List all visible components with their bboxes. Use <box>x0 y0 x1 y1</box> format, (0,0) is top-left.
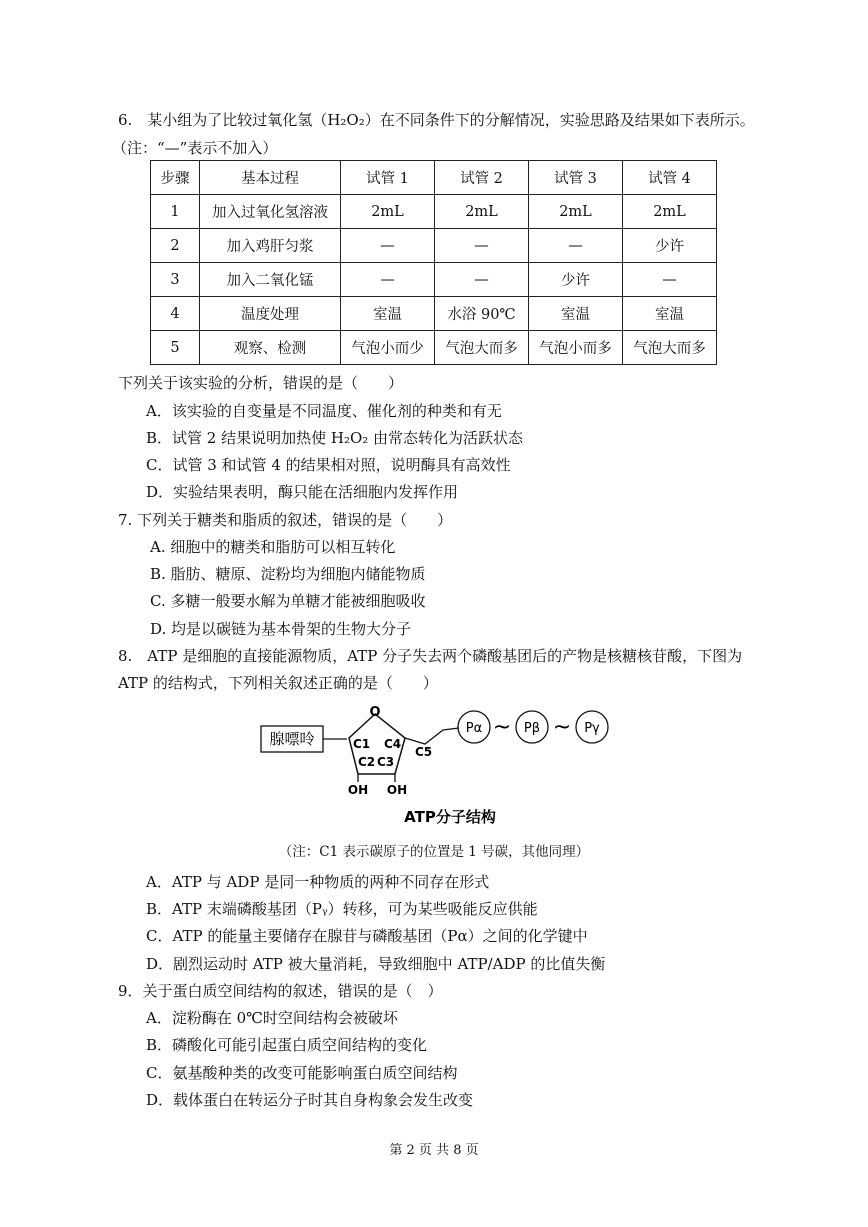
q6-option-a: A．该实验的自变量是不同温度、催化剂的种类和有无 <box>146 402 502 420</box>
q7-option-c: C. 多糖一般要水解为单糖才能被细胞吸收 <box>150 592 426 610</box>
table-cell: 观察、检测 <box>200 331 341 365</box>
q6-stem: 6. 某小组为了比较过氧化氢（H₂O₂）在不同条件下的分解情况，实验思路及结果如下表所示。 <box>118 111 755 129</box>
table-cell: 气泡小而多 <box>529 331 623 365</box>
page-footer: 第 2 页 共 8 页 <box>389 1143 479 1158</box>
table-cell: 加入过氧化氢溶液 <box>200 195 341 229</box>
q7-option-a: A. 细胞中的糖类和脂肪可以相互转化 <box>150 538 396 556</box>
q6-note: （注：“—”表示不加入） <box>112 139 278 157</box>
table-row <box>151 297 717 331</box>
table-cell: 2 <box>151 229 200 263</box>
q8-option-a: A．ATP 与 ADP 是同一种物质的两种不同存在形式 <box>146 873 490 891</box>
table-header: 步骤 <box>151 161 200 195</box>
table-header: 试管 3 <box>529 161 623 195</box>
table-cell: 2mL <box>435 195 529 229</box>
p-beta-label: Pβ <box>523 721 541 736</box>
table-cell: — <box>435 263 529 297</box>
table-header: 试管 4 <box>623 161 717 195</box>
experiment-table <box>150 160 717 365</box>
q8-option-d: D．剧烈运动时 ATP 被大量消耗，导致细胞中 ATP/ADP 的比值失衡 <box>146 955 606 973</box>
c1-label: C1 <box>353 737 371 751</box>
c5-bond <box>405 728 459 744</box>
oh-label-c2: OH <box>347 783 369 797</box>
table-cell: — <box>341 229 435 263</box>
table-cell: 温度处理 <box>200 297 341 331</box>
table-cell: 加入二氧化锰 <box>200 263 341 297</box>
q6-option-b: B．试管 2 结果说明加热使 H₂O₂ 由常态转化为活跃状态 <box>146 429 524 447</box>
q6-option-c: C．试管 3 和试管 4 的结果相对照，说明酶具有高效性 <box>146 456 511 474</box>
table-cell: 气泡大而多 <box>435 331 529 365</box>
q9-option-c: C．氨基酸种类的改变可能影响蛋白质空间结构 <box>146 1064 458 1082</box>
table-cell: 4 <box>151 297 200 331</box>
table-row <box>151 195 717 229</box>
table-cell: — <box>623 263 717 297</box>
table-row <box>151 331 717 365</box>
oh-label-c3: OH <box>386 783 408 797</box>
c3-label: C3 <box>377 755 395 769</box>
table-row <box>151 263 717 297</box>
p-alpha-label: Pα <box>465 721 483 736</box>
c4-label: C4 <box>384 737 402 751</box>
table-cell: 5 <box>151 331 200 365</box>
table-cell: 3 <box>151 263 200 297</box>
table-header: 基本过程 <box>200 161 341 195</box>
atp-structure-diagram <box>255 700 635 840</box>
diagram-title: ATP分子结构 <box>404 808 496 826</box>
table-cell: 室温 <box>529 297 623 331</box>
table-cell: 2mL <box>341 195 435 229</box>
c2-label: C2 <box>358 755 376 769</box>
table-cell: 1 <box>151 195 200 229</box>
table-row <box>151 229 717 263</box>
table-header: 试管 1 <box>341 161 435 195</box>
q7-stem: 7. 下列关于糖类和脂质的叙述，错误的是（ ） <box>118 511 453 529</box>
table-cell: 水浴 90℃ <box>435 297 529 331</box>
q9-option-b: B．磷酸化可能引起蛋白质空间结构的变化 <box>146 1036 428 1054</box>
q7-option-b: B. 脂肪、糖原、淀粉均为细胞内储能物质 <box>150 565 426 583</box>
high-energy-bond: ~ <box>552 715 572 740</box>
table-cell: 少许 <box>529 263 623 297</box>
ring-oxygen-label: O <box>369 705 381 720</box>
high-energy-bond: ~ <box>492 715 512 740</box>
table-header-row <box>151 161 717 195</box>
q9-option-d: D．载体蛋白在转运分子时其自身构象会发生改变 <box>146 1091 474 1109</box>
table-cell: 2mL <box>529 195 623 229</box>
table-cell: 室温 <box>341 297 435 331</box>
q8-stem-line2: ATP 的结构式，下列相关叙述正确的是（ ） <box>118 674 438 692</box>
q6-question: 下列关于该实验的分析，错误的是（ ） <box>118 374 404 392</box>
q9-stem: 9．关于蛋白质空间结构的叙述，错误的是（ ） <box>118 982 443 1000</box>
table-cell: — <box>435 229 529 263</box>
c5-label: C5 <box>415 745 433 759</box>
q8-option-b: B．ATP 末端磷酸基团（Pᵧ）转移，可为某些吸能反应供能 <box>146 900 538 918</box>
q9-option-a: A．淀粉酶在 0℃时空间结构会被破坏 <box>146 1009 398 1027</box>
q6-option-d: D．实验结果表明，酶只能在活细胞内发挥作用 <box>146 483 459 501</box>
diagram-note: （注：C1 表示碳原子的位置是 1 号碳，其他同理） <box>278 844 590 860</box>
q7-option-d: D. 均是以碳链为基本骨架的生物大分子 <box>150 620 412 638</box>
q8-option-c: C．ATP 的能量主要储存在腺苷与磷酸基团（Pα）之间的化学键中 <box>146 927 588 945</box>
table-cell: 室温 <box>623 297 717 331</box>
table-cell: 2mL <box>623 195 717 229</box>
table-cell: 少许 <box>623 229 717 263</box>
p-gamma-label: Pγ <box>584 721 600 736</box>
table-cell: 气泡大而多 <box>623 331 717 365</box>
adenine-label: 腺嘌呤 <box>269 730 315 748</box>
table-cell: — <box>529 229 623 263</box>
table-header: 试管 2 <box>435 161 529 195</box>
q8-stem-line1: 8. ATP 是细胞的直接能源物质，ATP 分子失去两个磷酸基团后的产物是核糖核苷酸，下图为 <box>118 647 743 665</box>
table-cell: 加入鸡肝匀浆 <box>200 229 341 263</box>
table-cell: 气泡小而少 <box>341 331 435 365</box>
table-cell: — <box>341 263 435 297</box>
